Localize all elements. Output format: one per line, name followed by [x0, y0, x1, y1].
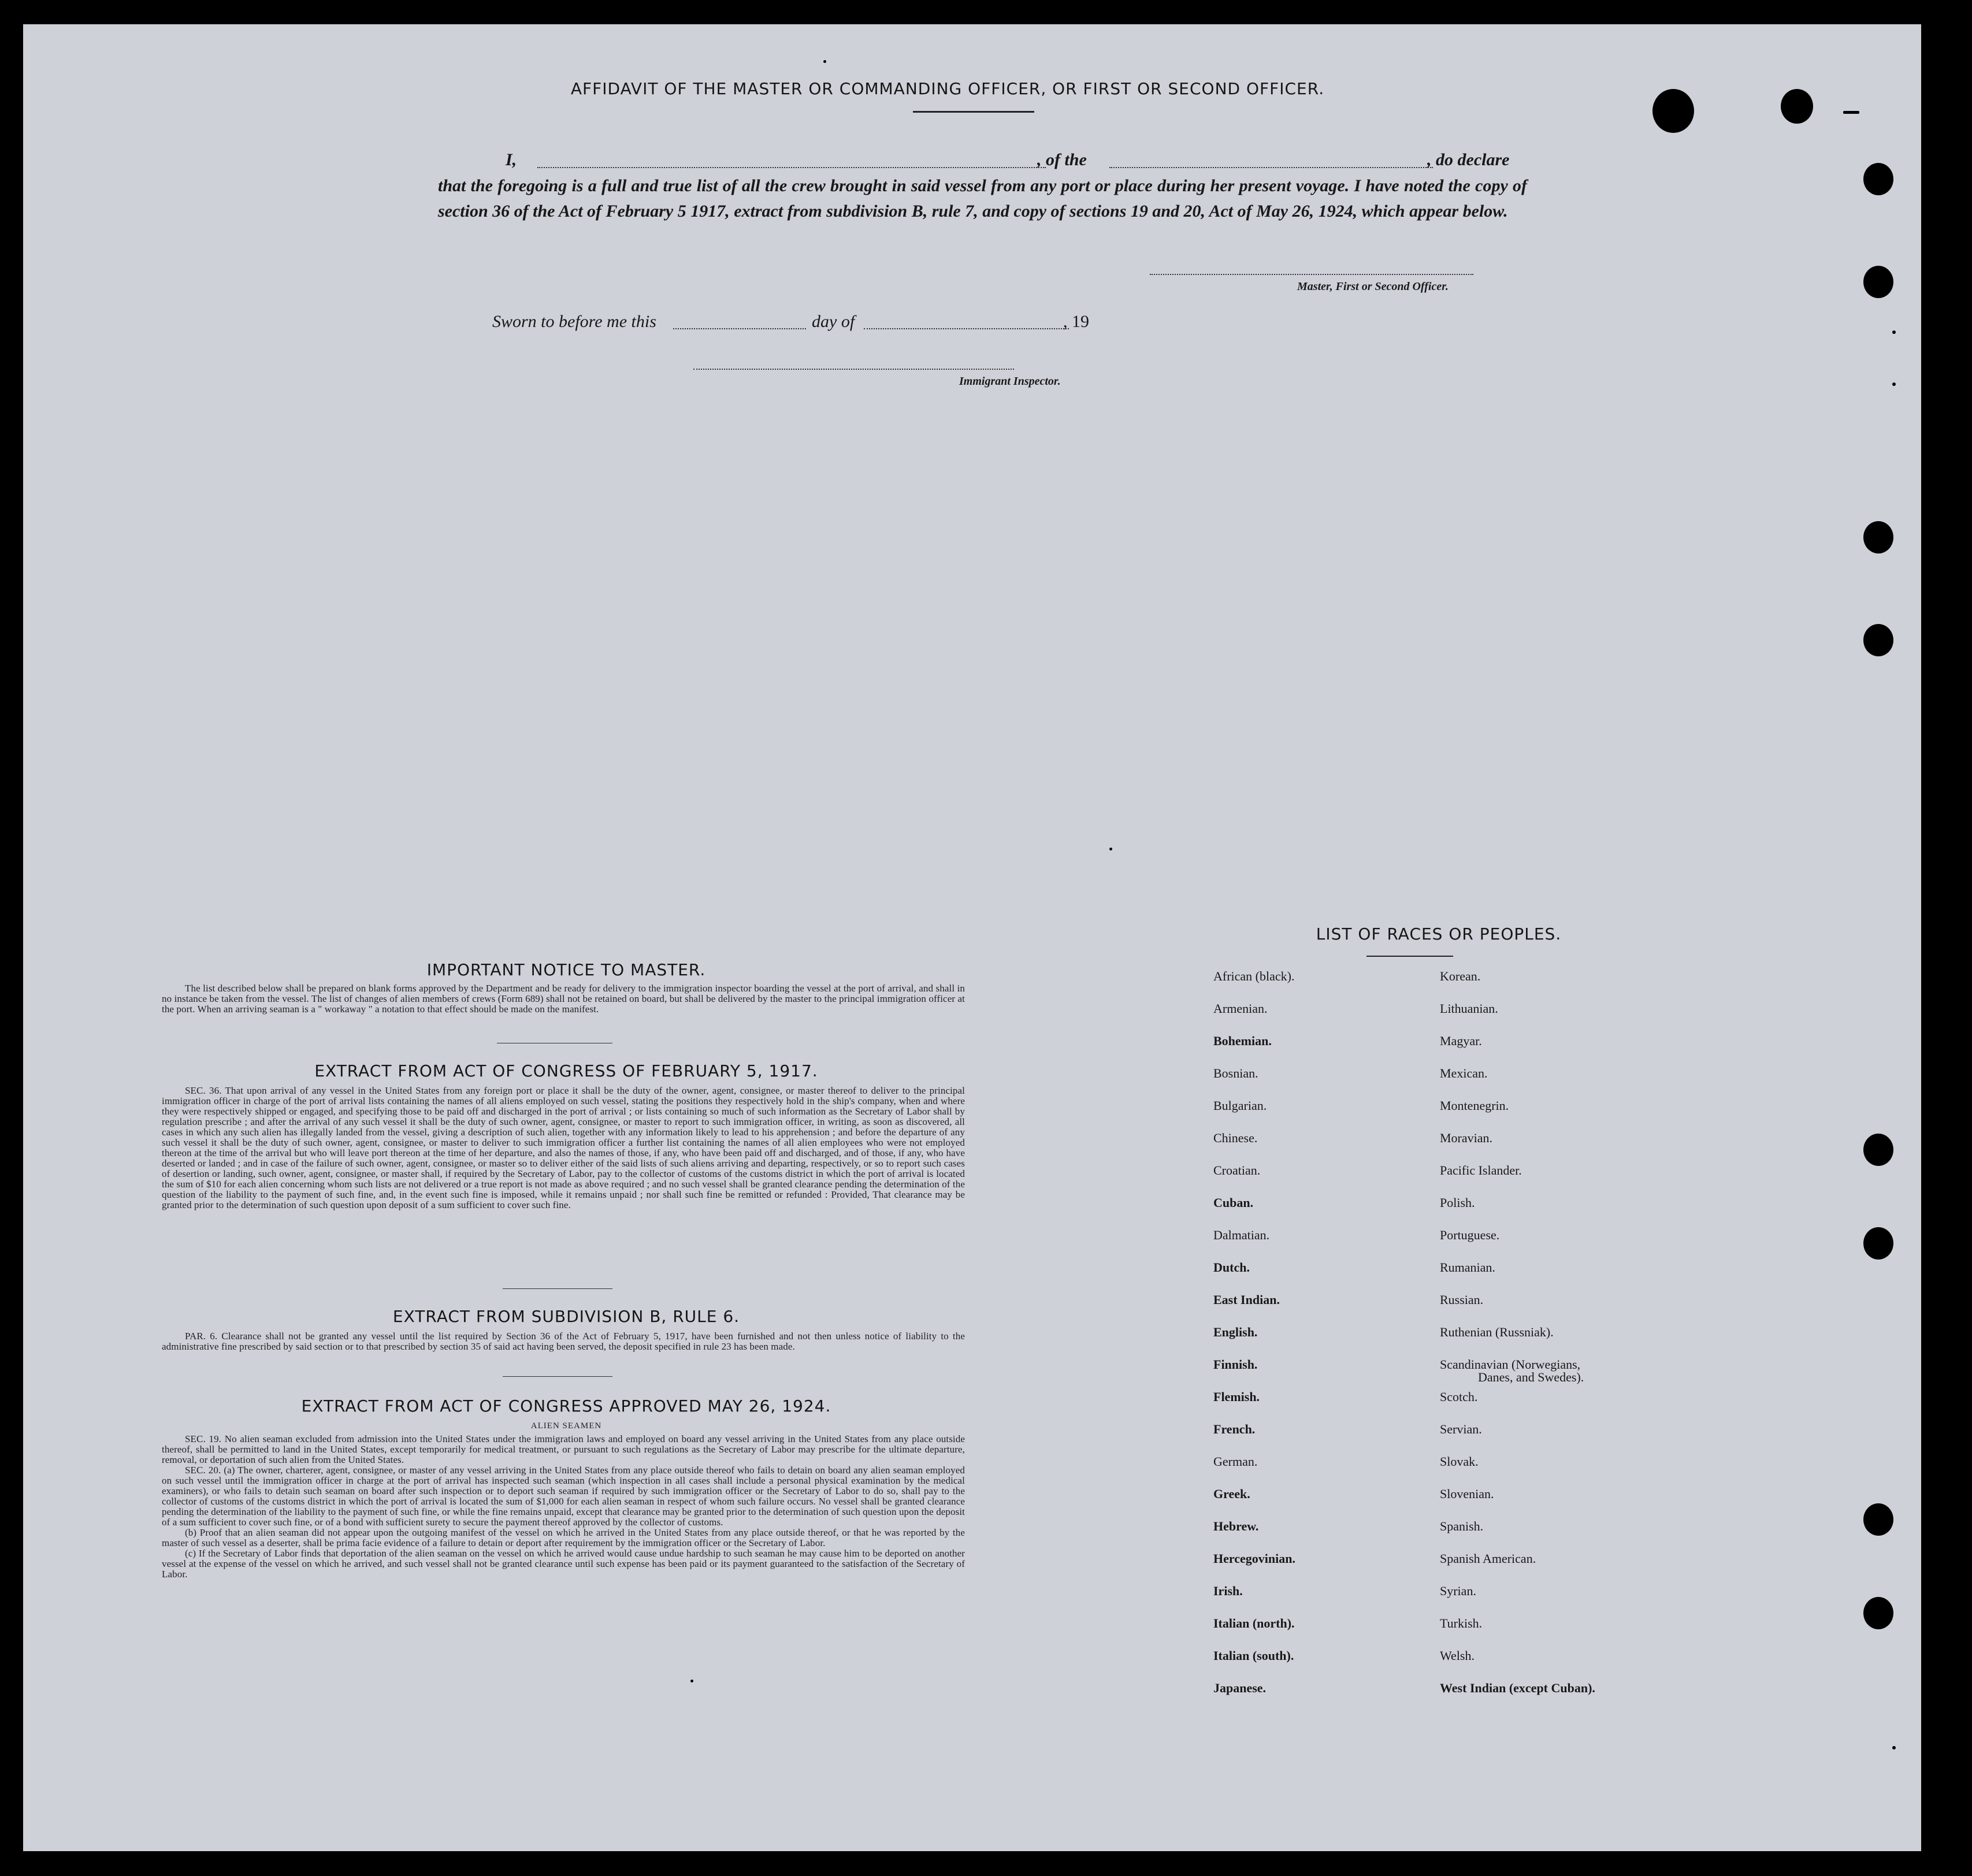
race-item: Chinese. [1213, 1131, 1258, 1145]
race-item: Slovak. [1440, 1454, 1479, 1469]
officer-signature-line[interactable] [1150, 274, 1473, 275]
sworn-month-blank[interactable] [864, 328, 1069, 329]
punch-hole [1863, 266, 1893, 298]
race-item: Korean. [1440, 969, 1481, 983]
race-item: Irish. [1213, 1584, 1243, 1598]
race-item: Syrian. [1440, 1584, 1476, 1598]
race-item: Scotch. [1440, 1390, 1478, 1404]
punch-hole [1863, 1503, 1893, 1536]
race-item: Montenegrin. [1440, 1098, 1509, 1113]
race-item: Bulgarian. [1213, 1098, 1267, 1113]
races-title-rule [1366, 956, 1453, 957]
subdivision-b-text [162, 1331, 965, 1352]
speck [1892, 382, 1896, 386]
race-item: Magyar. [1440, 1034, 1482, 1048]
extract-1917-title: EXTRACT FROM ACT OF CONGRESS OF FEBRUARY 5, 1917. [314, 1061, 818, 1080]
race-item: Russian. [1440, 1292, 1484, 1307]
race-item: Hercegovinian. [1213, 1551, 1295, 1566]
race-item: Armenian. [1213, 1001, 1268, 1016]
race-item: Scandinavian (Norwegians, [1440, 1357, 1581, 1372]
race-item: Bohemian. [1213, 1034, 1272, 1048]
document-page [23, 24, 1921, 1851]
race-item: Spanish American. [1440, 1551, 1536, 1566]
race-item: Spanish. [1440, 1519, 1484, 1533]
speck [1892, 330, 1896, 334]
notice-text [162, 983, 965, 1015]
speck [1109, 848, 1112, 850]
declarant-label: I, [506, 150, 517, 169]
punch-hole [1781, 89, 1813, 124]
speck [823, 60, 826, 63]
subdivision-b-paragraph: PAR. 6. Clearance shall not be granted any vessel until the list required by Section 36 of the Act of February 5, 1917, have been furnished and not then unless notice of liability to the administrative fine prescribed by said section or to that prescribed by section 35 of said act having been served, the deposit specified in rule 23 has been made. [162, 1331, 965, 1352]
extract-1924-text [162, 1434, 965, 1580]
races-title: LIST OF RACES OR PEOPLES. [1316, 924, 1562, 943]
speck [1892, 1746, 1896, 1749]
alien-seamen-subtitle: ALIEN SEAMEN [530, 1421, 602, 1431]
vessel-name-blank[interactable] [1109, 167, 1433, 168]
race-item: Pacific Islander. [1440, 1163, 1522, 1177]
affidavit-title: AFFIDAVIT OF THE MASTER OR COMMANDING OFFICER, OR FIRST OR SECOND OFFICER. [570, 79, 1325, 98]
subdivision-b-title: EXTRACT FROM SUBDIVISION B, RULE 6. [392, 1307, 740, 1326]
race-item: German. [1213, 1454, 1258, 1469]
race-item: Greek. [1213, 1487, 1250, 1501]
race-item: Dutch. [1213, 1260, 1250, 1275]
inspector-caption: Immigrant Inspector. [959, 375, 1061, 388]
of-the-label: , of the [1037, 150, 1087, 169]
race-item: Japanese. [1213, 1681, 1267, 1695]
declare-label: , do declare [1427, 150, 1510, 169]
subdivision-b-divider [503, 1376, 612, 1377]
race-item: Finnish. [1213, 1357, 1258, 1372]
races-right-column [1440, 969, 1683, 1789]
speck [1843, 111, 1859, 114]
race-item: Croatian. [1213, 1163, 1261, 1177]
race-item: Ruthenian (Russniak). [1440, 1325, 1554, 1339]
extract-1917-paragraph: SEC. 36. That upon arrival of any vessel in the United States from any foreign port or place it shall be the duty of the owner, agent, consignee, or master thereof to deliver to the principal immigration officer in charge of the port of arrival lists containing the names of all aliens employed on such vessel, stating the positions they respectively hold in the ship's company, when and where they were respectively shipped or engaged, and specifying those to be paid off and discharged in the port of arrival ; or lists containing so much of such information as the Secretary of Labor shall by regulation prescribe ; and after the arrival of any such vessel it shall be the duty of such owner, agent, consignee, or master to report to such immigration officer, in writing, as soon as discovered, all cases in which any such alien has illegally landed from the vessel, giving a description of such alien, together with any information likely to lead to his apprehension ; and before the departure of any such vessel it shall be the duty of such owner, agent, consignee, or master to deliver to such immigration officer a further list containing the names of all alien employees who were not employed thereon at the time of the arrival but who will leave port thereon at the time of her departure, and also the names of those, if any, who have been paid off and discharged, and of those, if any, who have deserted or landed ; and in case of the failure of such owner, agent, consignee, or master so to deliver either of the said lists of such aliens arriving and departing, respectively, or so to report such cases of desertion or landing, such owner, agent, consignee, or master shall, if required by the Secretary of Labor, pay to the collector of customs of the customs district in which the port of arrival is located the sum of $10 for each alien concerning whom such lists are not delivered or a true report is not made as above required ; and no such vessel shall be granted clearance pending the determination of the question of the liability to the payment of such fine, and, in the event such fine is imposed, while it remains unpaid ; nor shall such fine be remitted or refunded : Provided, That clearance may be granted prior to the determination of such question upon deposit of a sum sufficient to cover such fine. [162, 1085, 965, 1210]
race-item: Flemish. [1213, 1390, 1260, 1404]
notice-paragraph: The list described below shall be prepared on blank forms approved by the Department and be ready for delivery to the immigration inspector boarding the vessel at the port of arrival, and shall in no instance be taken from the vessel. The list of changes of alien members of crews (Form 689) shall not be retained on board, but shall be delivered by the master to the principal immigration officer at the port. When an arriving seaman is a " workaway " a notation to that effect should be made on the manifest. [162, 983, 965, 1015]
inspector-signature-line[interactable] [693, 369, 1014, 370]
race-item: French. [1213, 1422, 1256, 1436]
extract-1924-sec20c: (c) If the Secretary of Labor finds that deportation of the alien seaman on the vessel on which he arrived would cause undue hardship to such seaman he may cause him to be deported on another vessel at the expense of the vessel on which he arrived, and such vessel shall not be granted clearance until such expense has been paid or its payment guaranteed to the satisfaction of the Secretary of Labor. [162, 1548, 965, 1580]
extract-1924-sec20b: (b) Proof that an alien seaman did not appear upon the outgoing manifest of the vessel on which he arrived in the United States from any place outside thereof, or that he was reported by the master of such vessel as a deserter, shall be prima facie evidence of a failure to detain or deport after requirement by the immigration officer or the Secretary of Labor. [162, 1527, 965, 1548]
race-item: Moravian. [1440, 1131, 1493, 1145]
race-item: Italian (south). [1213, 1648, 1294, 1663]
extract-1917-text [162, 1086, 965, 1210]
punch-hole [1863, 521, 1893, 553]
race-item: Cuban. [1213, 1195, 1254, 1210]
race-item: Portuguese. [1440, 1228, 1500, 1242]
sworn-before-label: Sworn to before me this [492, 312, 656, 331]
sworn-day-blank[interactable] [673, 328, 806, 329]
day-of-label: day of [812, 312, 855, 331]
race-item: Servian. [1440, 1422, 1482, 1436]
punch-hole [1863, 624, 1893, 656]
punch-hole [1863, 1134, 1893, 1166]
officer-signature-caption: Master, First or Second Officer. [1297, 280, 1449, 293]
notice-title: IMPORTANT NOTICE TO MASTER. [426, 960, 706, 979]
race-item: Polish. [1440, 1195, 1475, 1210]
extract-1917-divider [503, 1288, 612, 1289]
punch-hole [1863, 1227, 1893, 1260]
race-item: Turkish. [1440, 1616, 1483, 1630]
races-left-column [1213, 969, 1421, 1789]
race-item: Bosnian. [1213, 1066, 1258, 1080]
race-item: Hebrew. [1213, 1519, 1259, 1533]
speck [690, 1680, 693, 1682]
race-item: East Indian. [1213, 1292, 1280, 1307]
race-item: Lithuanian. [1440, 1001, 1498, 1016]
race-item: Dalmatian. [1213, 1228, 1270, 1242]
extract-1924-sec20a: SEC. 20. (a) The owner, charterer, agent, consignee, or master of any vessel arriving in the United States from any place outside thereof who fails to detain on board any alien seaman employed on such vessel until the immigration officer in charge at the port of arrival has inspected such seaman (which inspection in all cases shall include a personal physical examination by the medical examiners), or who fails to detain such seaman on board after such inspection or to deport such seaman if required by such immigration officer or the Secretary of Labor to do so, shall pay to the collector of customs of the customs district in which the port of arrival is located the sum of $1,000 for each alien seaman in respect of whom such failure occurs. No vessel shall be granted clearance pending the determination of the liability to the payment of such fine, or while the fine remains unpaid, except that clearance may be granted prior to the determination of such question upon the deposit of a sum sufficient to cover such fine, or of a bond with sufficient surety to secure the payment thereof approved by the collector of customs. [162, 1465, 965, 1528]
race-item-continuation: Danes, and Swedes). [1478, 1370, 1584, 1384]
year-prefix: , 19 [1063, 312, 1089, 331]
punch-hole [1652, 89, 1694, 133]
extract-1924-sec19: SEC. 19. No alien seaman excluded from admission into the United States under the immigration laws and employed on board any vessel arriving in the United States from any place outside thereof, shall be permitted to land in the United States, except temporarily for medical treatment, or pursuant to such regulations as the Secretary of Labor may prescribe for the ultimate departure, removal, or deportation of such alien from the United States. [162, 1433, 965, 1465]
declarant-name-blank[interactable] [537, 167, 1046, 168]
extract-1924-title: EXTRACT FROM ACT OF CONGRESS APPROVED MAY 26, 1924. [301, 1396, 831, 1416]
race-item: Mexican. [1440, 1066, 1488, 1080]
punch-hole [1863, 163, 1893, 195]
race-item: African (black). [1213, 969, 1295, 983]
race-item: Italian (north). [1213, 1616, 1295, 1630]
race-item: English. [1213, 1325, 1258, 1339]
race-item: West Indian (except Cuban). [1440, 1681, 1595, 1695]
race-item: Welsh. [1440, 1648, 1475, 1663]
race-item: Rumanian. [1440, 1260, 1495, 1275]
race-item: Slovenian. [1440, 1487, 1494, 1501]
declaration-text: that the foregoing is a full and true list of all the crew brought in said vessel from any port or place during her present voyage. I have noted the copy of section 36 of the Act of February 5 1917, extract from subdivision B, rule 7, and copy of sections 19 and 20, Act of May 26, 1924, which appear below. [438, 176, 1527, 221]
punch-hole [1863, 1597, 1893, 1629]
affidavit-title-rule [913, 111, 1034, 113]
